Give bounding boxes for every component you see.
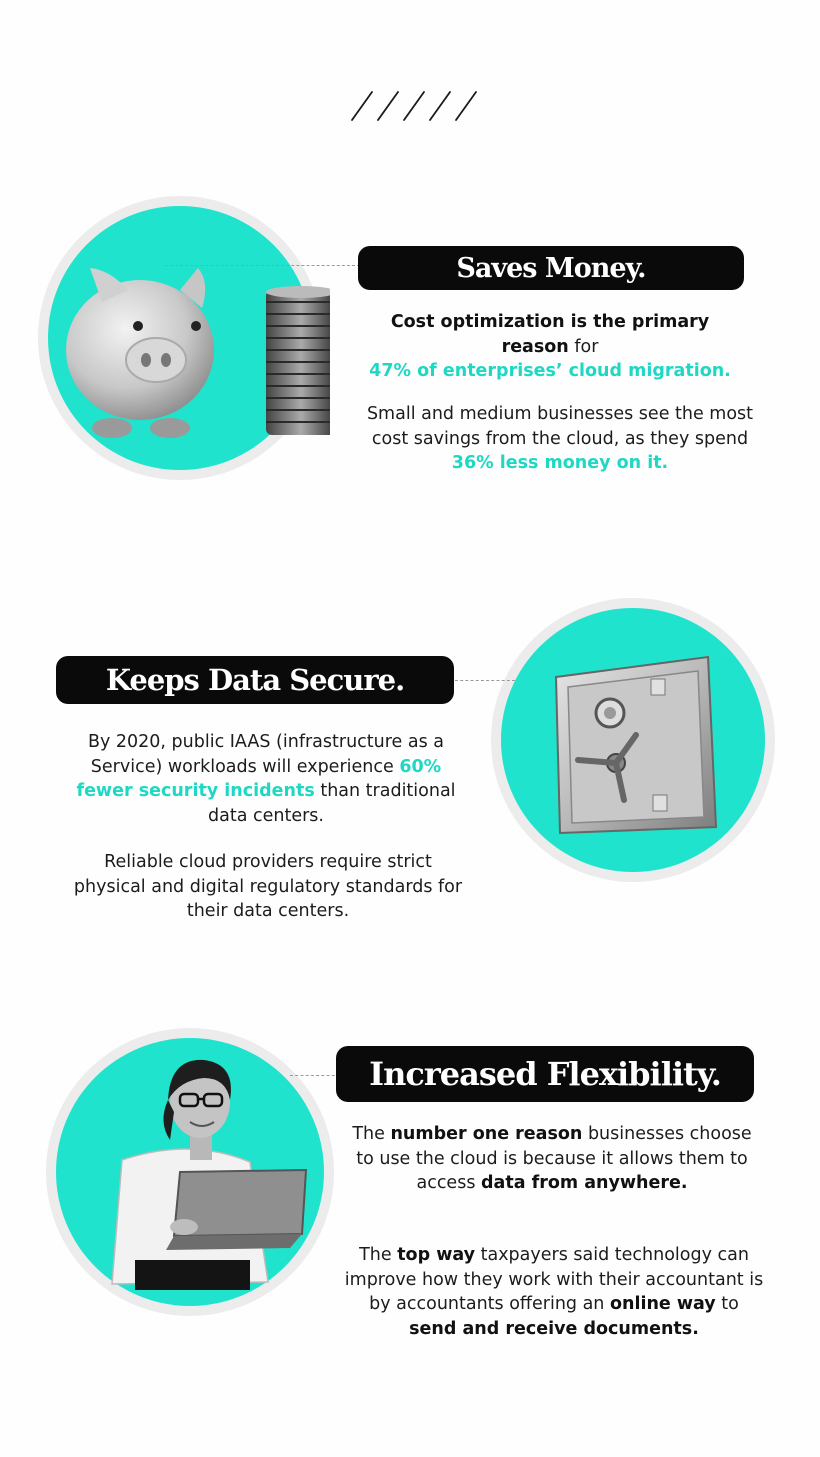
flex-paragraph-2: The top way taxpayers said technology can improve how they work with their accountant is by accountants offering an online way to send and receive documents.	[344, 1245, 764, 1339]
money-paragraph-2: Small and medium businesses see the most cost savings from the cloud, as they spend 36% less money on it.	[366, 404, 754, 473]
safe-illustration	[488, 595, 778, 885]
section-title: Keeps Data Secure.	[105, 663, 405, 697]
secure-paragraph-2: Reliable cloud providers require strict physical and digital regulatory standards for their data centers.	[73, 852, 463, 921]
connector-line	[165, 265, 360, 266]
secure-paragraph-1: By 2020, public IAAS (infrastructure as a Service) workloads will experience 60% fewer security incidents than traditional data centers.	[76, 732, 456, 826]
money-paragraph-1: Cost optimization is the primary reason for 47% of enterprises’ cloud migration.	[369, 312, 731, 381]
connector-line	[290, 1075, 340, 1076]
increased-flexibility-title	[336, 1046, 754, 1102]
section-title: Increased Flexibility.	[369, 1055, 721, 1093]
saves-money-title	[358, 246, 744, 290]
slash-divider-icon	[348, 88, 483, 124]
woman-with-laptop-illustration	[40, 1022, 340, 1322]
section-title: Saves Money.	[456, 252, 646, 284]
connector-line	[455, 680, 515, 681]
keeps-data-secure-title	[56, 656, 454, 704]
flex-paragraph-1: The number one reason businesses choose to use the cloud is because it allows them to access data from anywhere.	[352, 1124, 752, 1193]
piggy-bank-illustration	[30, 190, 330, 490]
